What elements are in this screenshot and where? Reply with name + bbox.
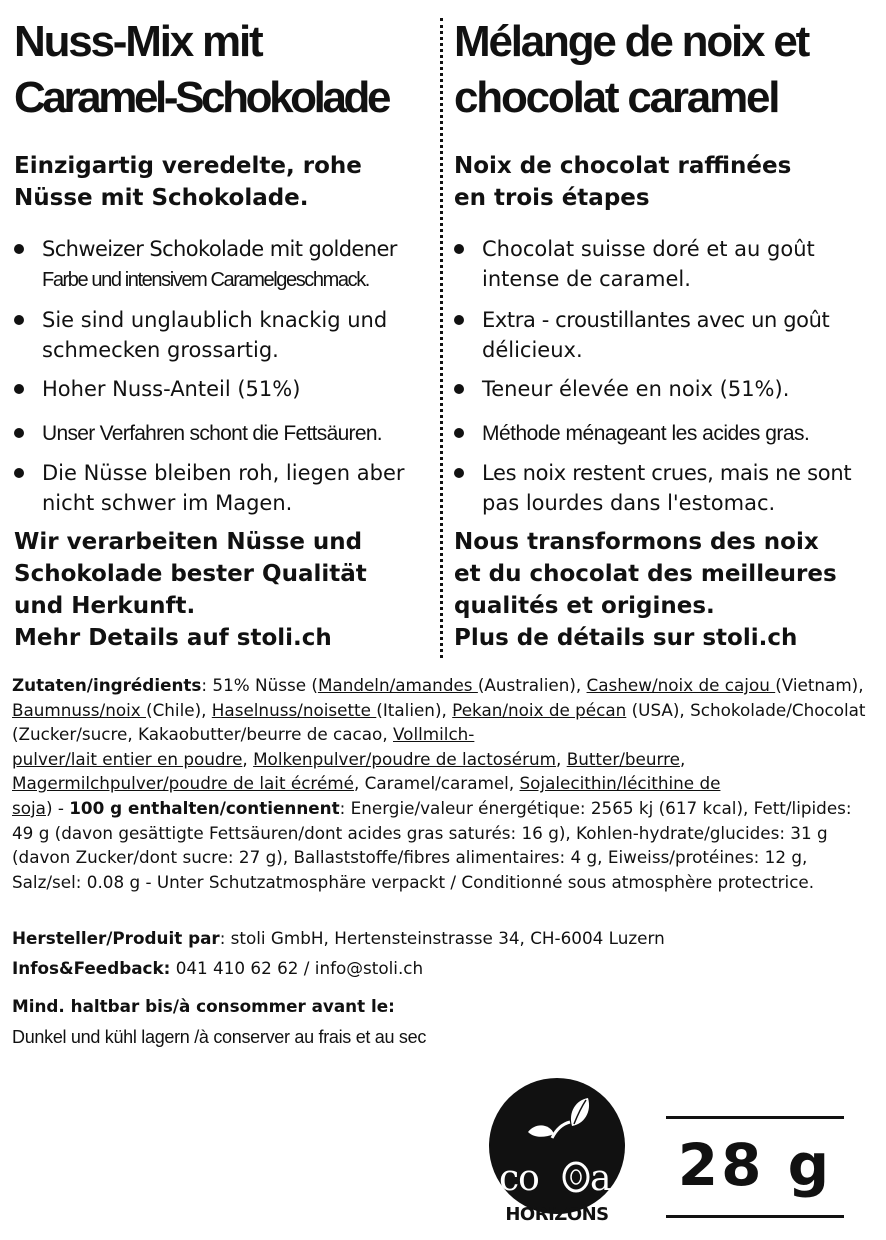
title-de: Nuss-Mix mit Caramel-Schokolade: [14, 17, 389, 122]
allergen-butter: Butter/beurre: [566, 748, 680, 769]
bullet-dot: [454, 244, 464, 254]
closing-de: Wir verarbeiten Nüsse und Schokolade bester Qualität und Herkunft. Mehr Details auf stoli.ch: [14, 529, 367, 651]
allergen-walnut: Baumnuss/noix: [12, 699, 147, 720]
logo-sub: HORIZONS: [505, 1204, 609, 1225]
subtitle-de: Einzigartig veredelte, rohe Nüsse mit Schokolade.: [14, 153, 362, 211]
nutrition-values: : Energie/valeur énergétique: 2565 kj (617 kcal), Fett/lipides: 49 g (davon gesättigte Fettsäuren/dont acides gras saturés: 16 g), Kohlen-hydrate/glucides: 31 g (davon Zucker/dont sucre: 27 g), Ballaststoffe/fibres alimentaires: 4 g, Eiweiss/protéines: 12 g, Salz/sel: 0.08 g - Unter Schutzatmosphäre verpackt / Conditionné sous atmosphère protectrice.: [12, 797, 852, 892]
allergen-soy-cont: soja: [12, 797, 46, 818]
allergen-cashew: Cashew/noix de cajou: [586, 675, 776, 695]
allergen-milk: Vollmilch-: [393, 724, 475, 745]
feedback-line: Infos&Feedback: 041 410 62 62 / info@stoli.ch: [12, 958, 424, 978]
nutrition-label: 100 g enthalten/contiennent: [69, 797, 340, 818]
bullet-fr-5: Les noix restent crues, mais ne sont pas lourdes dans l'estomac.: [454, 458, 879, 518]
bullet-de-1: Schweizer Schokolade mit goldener Farbe und intensivem Caramelgeschmack.: [14, 234, 434, 295]
best-before-label: Mind. haltbar bis/à consommer avant le:: [12, 996, 395, 1016]
bullet-dot: [454, 428, 464, 438]
net-weight-box: [666, 1116, 844, 1218]
bullet-fr-2: Extra - croustillantes avec un goût délicieux.: [454, 305, 879, 365]
net-weight: 28 g: [677, 1131, 833, 1199]
storage-instruction: Dunkel und kühl lagern /à conserver au frais et au sec: [12, 1027, 427, 1047]
allergen-pecan: Pekan/noix de pécan: [452, 699, 627, 720]
bullet-fr-3: Teneur élevée en noix (51%).: [454, 374, 879, 404]
allergen-soy: Sojalecithin/lécithine de: [519, 773, 721, 794]
bullet-dot: [14, 468, 24, 478]
logo-word-part1: co: [499, 1158, 539, 1199]
allergen-hazelnut: Haselnuss/noisette: [211, 699, 377, 720]
bullet-dot: [14, 428, 24, 438]
bullet-dot: [14, 244, 24, 254]
producer-line: Hersteller/Produit par: stoli GmbH, Hertensteinstrasse 34, CH-6004 Luzern: [12, 928, 665, 948]
subtitle-fr: Noix de chocolat raffinées en trois étapes: [454, 153, 792, 211]
cocoa-horizons-logo: [484, 1078, 634, 1228]
allergen-almonds: Mandeln/amandes: [317, 675, 478, 695]
bullet-dot: [454, 384, 464, 394]
bullet-de-5: Die Nüsse bleiben roh, liegen aber nicht schwer im Magen.: [14, 458, 434, 518]
allergen-whey: Molkenpulver/poudre de lactosérum: [253, 748, 557, 769]
bullet-fr-4: Méthode ménageant les acides gras.: [454, 418, 879, 449]
bullet-dot: [454, 468, 464, 478]
bullet-de-3: Hoher Nuss-Anteil (51%): [14, 374, 434, 404]
allergen-skim-milk: Magermilchpulver/poudre de lait écrémé: [12, 773, 354, 794]
logo-word-part2: a: [590, 1158, 612, 1199]
ingredients-text: Zutaten/ingrédients: 51% Nüsse (Mandeln/amandes (Australien), Cashew/noix de cajou (Vietnam), Baumnuss/noix (Chile), Haselnuss/noisette (Italien), Pekan/noix de pécan (USA), Schokolade/Chocolat (Zucker/sucre, Kakaobutter/beurre de cacao, Vollmilch- pulver/lait entier en poudre, Molkenpulver/poudre de lactosérum, Butter/beurre, Magermilchpulver/poudre de lait écrémé, Caramel/caramel, Sojalecithin/lécithine de soja) - 100 g enthalten/contiennent: Energie/valeur énergétique: 2565 kj (617 kcal), Fett/lipides: 49 g (davon gesättigte Fettsäuren/dont acides gras saturés: 16 g), Kohlen-hydrate/glucides: 31 g (davon Zucker/dont sucre: 27 g), Ballaststoffe/fibres alimentaires: 4 g, Eiweiss/protéines: 12 g, Salz/sel: 0.08 g - Unter Schutzatmosphäre verpackt / Conditionné sous atmosphère protectrice.: [12, 675, 866, 892]
bullet-dot: [14, 315, 24, 325]
bullet-de-4: Unser Verfahren schont die Fettsäuren.: [14, 418, 434, 449]
closing-fr: Nous transformons des noix et du chocolat des meilleures qualités et origines. Plus de détails sur stoli.ch: [454, 529, 837, 651]
bullet-dot: [454, 315, 464, 325]
bullet-dot: [14, 384, 24, 394]
ingredients-label: Zutaten/ingrédients: [12, 675, 202, 695]
title-fr: Mélange de noix et chocolat caramel: [454, 17, 809, 122]
bullet-fr-1: Chocolat suisse doré et au goût intense de caramel.: [454, 234, 879, 294]
column-divider: [440, 18, 443, 658]
allergen-milk-cont: pulver/lait entier en poudre: [12, 748, 243, 769]
bullet-de-2: Sie sind unglaublich knackig und schmecken grossartig.: [14, 305, 434, 365]
